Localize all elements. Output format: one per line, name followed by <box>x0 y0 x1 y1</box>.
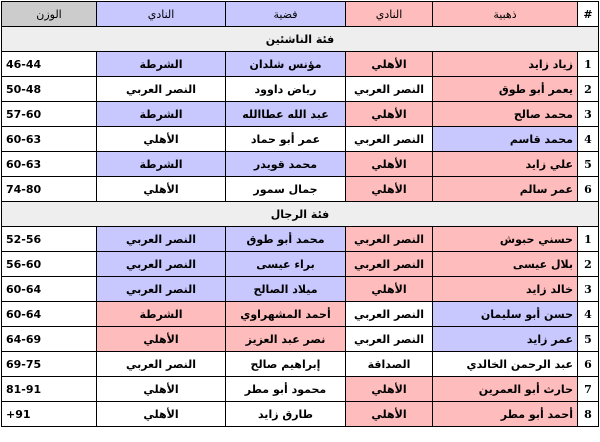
weight-cell: 74-80 <box>2 177 97 202</box>
rank-cell: 5 <box>578 327 599 352</box>
rank-cell: 6 <box>578 352 599 377</box>
gold-club-cell: الصداقة <box>346 352 433 377</box>
gold-club-cell: الأهلي <box>346 177 433 202</box>
silver-club-cell: الأهلي <box>97 327 226 352</box>
rank-cell: 2 <box>578 77 599 102</box>
header-silver-club: النادي <box>97 2 226 27</box>
table-row <box>2 152 599 177</box>
gold-club-cell: الأهلي <box>346 52 433 77</box>
gold-club-cell: الأهلي <box>346 277 433 302</box>
gold-cell: يعمر أبو طوق <box>433 77 578 102</box>
silver-club-cell: النصر العربي <box>97 277 226 302</box>
silver-club-cell: الأهلي <box>97 402 226 427</box>
silver-cell: أحمد المشهراوي <box>226 302 346 327</box>
table-row <box>2 52 599 77</box>
table-row <box>2 227 599 252</box>
table-row <box>2 402 599 427</box>
gold-club-cell: الأهلي <box>346 402 433 427</box>
gold-club-cell: النصر العربي <box>346 252 433 277</box>
rank-cell: 3 <box>578 277 599 302</box>
gold-cell: محمد صالح <box>433 102 578 127</box>
weight-cell: +91 <box>2 402 97 427</box>
section-title: فئة الرجال <box>2 202 599 227</box>
silver-club-cell: النصر العربي <box>97 252 226 277</box>
rank-cell: 1 <box>578 227 599 252</box>
silver-club-cell: الشرطة <box>97 152 226 177</box>
header-silver: فضية <box>226 2 346 27</box>
weight-cell: 46-44 <box>2 52 97 77</box>
silver-cell: عمر أبو حماد <box>226 127 346 152</box>
results-body <box>2 27 599 427</box>
silver-club-cell: الشرطة <box>97 102 226 127</box>
silver-cell: نصر عبد العزيز <box>226 327 346 352</box>
silver-cell: مؤنس شلدان <box>226 52 346 77</box>
table-row <box>2 352 599 377</box>
silver-club-cell: النصر العربي <box>97 227 226 252</box>
rank-cell: 6 <box>578 177 599 202</box>
weight-cell: 60-63 <box>2 127 97 152</box>
silver-cell: طارق زايد <box>226 402 346 427</box>
silver-cell: إبراهيم صالح <box>226 352 346 377</box>
gold-cell: حارث أبو العمرين <box>433 377 578 402</box>
silver-club-cell: الأهلي <box>97 377 226 402</box>
gold-club-cell: النصر العربي <box>346 302 433 327</box>
section-title: فئة الناشئين <box>2 27 599 52</box>
gold-cell: عبد الرحمن الخالدي <box>433 352 578 377</box>
weight-cell: 52-56 <box>2 227 97 252</box>
gold-cell: محمد قاسم <box>433 127 578 152</box>
section-header <box>2 27 599 52</box>
weight-cell: 50-48 <box>2 77 97 102</box>
gold-club-cell: النصر العربي <box>346 227 433 252</box>
weight-cell: 60-64 <box>2 277 97 302</box>
silver-cell: جمال سمور <box>226 177 346 202</box>
table-row <box>2 77 599 102</box>
gold-cell: حسني حبوش <box>433 227 578 252</box>
gold-club-cell: الأهلي <box>346 377 433 402</box>
gold-club-cell: النصر العربي <box>346 327 433 352</box>
rank-cell: 1 <box>578 52 599 77</box>
header-row <box>2 2 599 27</box>
header-weight: الوزن <box>2 2 97 27</box>
rank-cell: 2 <box>578 252 599 277</box>
silver-club-cell: الشرطة <box>97 52 226 77</box>
table-row <box>2 327 599 352</box>
gold-cell: بلال عيسى <box>433 252 578 277</box>
silver-club-cell: الشرطة <box>97 302 226 327</box>
section-header <box>2 202 599 227</box>
silver-cell: رياض داوود <box>226 77 346 102</box>
weight-cell: 64-69 <box>2 327 97 352</box>
silver-club-cell: النصر العربي <box>97 352 226 377</box>
table-row <box>2 302 599 327</box>
table-row <box>2 377 599 402</box>
gold-cell: علي زايد <box>433 152 578 177</box>
weight-cell: 60-63 <box>2 152 97 177</box>
gold-cell: زياد زايد <box>433 52 578 77</box>
rank-cell: 8 <box>578 402 599 427</box>
silver-cell: عبد الله عطاالله <box>226 102 346 127</box>
rank-cell: 7 <box>578 377 599 402</box>
weight-cell: 81-91 <box>2 377 97 402</box>
table-row <box>2 277 599 302</box>
silver-cell: براء عيسى <box>226 252 346 277</box>
gold-cell: خالد زايد <box>433 277 578 302</box>
silver-cell: ميلاد الصالح <box>226 277 346 302</box>
results-table <box>1 1 599 427</box>
silver-cell: محمد قويدر <box>226 152 346 177</box>
rank-cell: 4 <box>578 302 599 327</box>
gold-cell: عمر زايد <box>433 327 578 352</box>
table-row <box>2 127 599 152</box>
header-rank: # <box>578 2 599 27</box>
rank-cell: 4 <box>578 127 599 152</box>
rank-cell: 3 <box>578 102 599 127</box>
silver-cell: محمود أبو مطر <box>226 377 346 402</box>
silver-club-cell: النصر العربي <box>97 77 226 102</box>
weight-cell: 69-75 <box>2 352 97 377</box>
silver-cell: محمد أبو طوق <box>226 227 346 252</box>
gold-cell: حسن أبو سليمان <box>433 302 578 327</box>
weight-cell: 60-64 <box>2 302 97 327</box>
gold-club-cell: الأهلي <box>346 102 433 127</box>
table-row <box>2 177 599 202</box>
weight-cell: 57-60 <box>2 102 97 127</box>
header-gold: ذهبية <box>433 2 578 27</box>
gold-cell: أحمد أبو مطر <box>433 402 578 427</box>
table-row <box>2 252 599 277</box>
rank-cell: 5 <box>578 152 599 177</box>
gold-club-cell: النصر العربي <box>346 127 433 152</box>
gold-club-cell: الأهلي <box>346 152 433 177</box>
silver-club-cell: الأهلي <box>97 127 226 152</box>
table-row <box>2 102 599 127</box>
header-gold-club: النادي <box>346 2 433 27</box>
gold-cell: عمر سالم <box>433 177 578 202</box>
silver-club-cell: الأهلي <box>97 177 226 202</box>
gold-club-cell: النصر العربي <box>346 77 433 102</box>
weight-cell: 56-60 <box>2 252 97 277</box>
